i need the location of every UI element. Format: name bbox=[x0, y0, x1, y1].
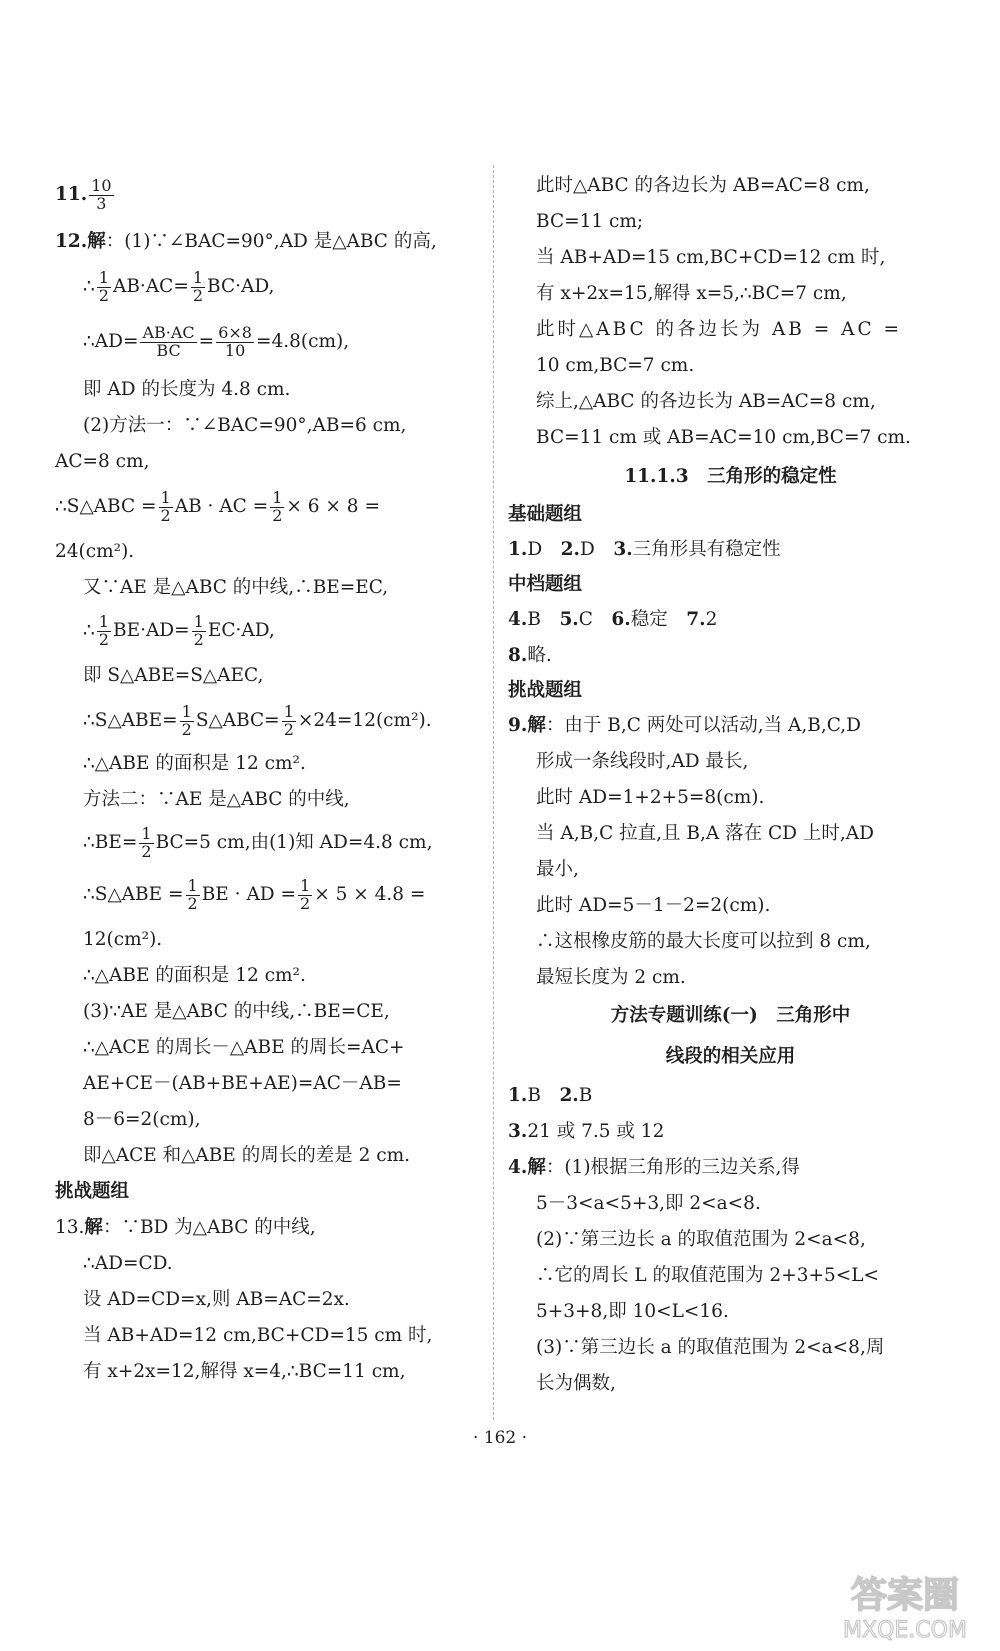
fraction-denominator: 2 bbox=[141, 841, 152, 861]
text-span: ∴S△ABC = bbox=[55, 495, 157, 517]
text-span: ：∵BD 为△ABC 的中线, bbox=[102, 1216, 316, 1238]
fraction-denominator: 2 bbox=[160, 505, 171, 525]
text-span: 最短长度为 2 cm. bbox=[536, 966, 686, 988]
bold-text: 解 bbox=[87, 230, 106, 252]
text-span: AB · AC = bbox=[174, 495, 269, 517]
text-line bbox=[508, 1222, 953, 1258]
text-line bbox=[55, 570, 485, 606]
fraction bbox=[180, 701, 194, 739]
text-line bbox=[508, 744, 953, 780]
bold-text: 挑战题组 bbox=[508, 679, 583, 701]
text-span: 当 AB+AD=15 cm,BC+CD=12 cm 时, bbox=[536, 246, 886, 268]
text-span: 21 或 7.5 或 12 bbox=[527, 1120, 665, 1142]
bold-text: 基础题组 bbox=[508, 503, 583, 525]
fraction-numerator: 10 bbox=[91, 175, 112, 195]
bold-text: 11. bbox=[55, 183, 88, 205]
bold-text: 解 bbox=[527, 714, 546, 736]
bold-text: 4. bbox=[508, 1156, 528, 1178]
text-line bbox=[508, 204, 953, 240]
fraction-denominator: 2 bbox=[193, 629, 204, 649]
text-span: S△ABC= bbox=[195, 709, 280, 731]
bold-text: 1. bbox=[508, 1084, 528, 1106]
text-span: AE+CE－(AB+BE+AE)=AC－AB= bbox=[83, 1072, 402, 1094]
bold-text: 线段的相关应用 bbox=[665, 1045, 796, 1067]
text-span: ∴S△ABE= bbox=[83, 709, 178, 731]
bold-text: 12. bbox=[55, 230, 88, 252]
text-span: 有 x+2x=15,解得 x=5,∴BC=7 cm, bbox=[536, 282, 847, 304]
text-line bbox=[508, 1186, 953, 1222]
text-span: C bbox=[578, 608, 612, 630]
fraction-denominator: 3 bbox=[96, 193, 107, 213]
text-line bbox=[55, 444, 485, 480]
text-line bbox=[55, 782, 485, 818]
fraction-numerator: 1 bbox=[98, 267, 109, 287]
text-line bbox=[508, 276, 953, 312]
text-span: BE·AD= bbox=[112, 619, 190, 641]
text-span: ：由于 B,C 两处可以活动,当 A,B,C,D bbox=[545, 714, 861, 736]
text-line bbox=[55, 534, 485, 570]
text-line bbox=[508, 168, 953, 204]
text-span: 此时△ABC 的各边长为 AB=AC=8 cm, bbox=[536, 174, 870, 196]
text-line bbox=[55, 1174, 485, 1210]
text-span: ∴它的周长 L 的取值范围为 2+3+5<L< bbox=[536, 1264, 880, 1286]
fraction-numerator: 1 bbox=[141, 823, 152, 843]
text-line bbox=[508, 568, 953, 602]
text-line bbox=[508, 1036, 953, 1078]
text-line bbox=[55, 372, 485, 408]
text-span: 当 A,B,C 拉直,且 B,A 落在 CD 上时,AD bbox=[536, 822, 874, 844]
watermark-logo bbox=[830, 1565, 980, 1645]
text-line bbox=[55, 312, 485, 372]
fraction-numerator: 1 bbox=[192, 267, 204, 287]
text-span: 又∵AE 是△ABC 的中线,∴BE=EC, bbox=[83, 576, 389, 598]
fraction bbox=[270, 487, 284, 525]
bold-text: 3. bbox=[613, 538, 633, 560]
text-line bbox=[55, 1210, 485, 1246]
fraction bbox=[191, 267, 205, 305]
text-span: 综上,△ABC 的各边长为 AB=AC=8 cm, bbox=[536, 390, 876, 412]
text-line bbox=[55, 480, 485, 534]
fraction-denominator: 2 bbox=[98, 629, 109, 649]
fraction-denominator: 2 bbox=[300, 893, 311, 913]
column-divider bbox=[493, 165, 494, 1420]
fraction-denominator: 2 bbox=[181, 719, 192, 739]
text-span: BC=5 cm,由(1)知 AD=4.8 cm, bbox=[155, 831, 433, 853]
fraction-numerator: 1 bbox=[181, 701, 192, 721]
text-span: ∴△ABE 的面积是 12 cm². bbox=[83, 752, 306, 774]
text-span: B bbox=[578, 1084, 593, 1106]
text-line bbox=[508, 1330, 953, 1366]
fraction bbox=[97, 611, 111, 649]
bold-text: 解 bbox=[84, 1216, 103, 1238]
fraction bbox=[186, 875, 200, 913]
text-line bbox=[508, 1258, 953, 1294]
text-line bbox=[508, 348, 953, 384]
text-span: (2)∵第三边长 a 的取值范围为 2<a<8, bbox=[536, 1228, 866, 1250]
text-line bbox=[55, 1318, 485, 1354]
text-span: BE · AD = bbox=[201, 883, 297, 905]
text-span: 长为偶数, bbox=[536, 1372, 616, 1394]
text-span: 形成一条线段时,AD 最长, bbox=[536, 750, 749, 772]
text-line bbox=[508, 960, 953, 996]
text-line bbox=[55, 922, 485, 958]
text-line bbox=[55, 1102, 485, 1138]
fraction bbox=[139, 823, 153, 861]
text-line bbox=[508, 532, 953, 568]
bold-text: 1. bbox=[508, 538, 528, 560]
bold-text: 挑战题组 bbox=[55, 1180, 130, 1202]
text-line bbox=[508, 674, 953, 708]
watermark-logo-text: 答案圈 bbox=[850, 1575, 960, 1616]
right-column bbox=[508, 168, 953, 1402]
text-span: 8－6=2(cm), bbox=[83, 1108, 201, 1130]
text-span: 稳定 bbox=[630, 608, 687, 630]
text-line bbox=[508, 1114, 953, 1150]
fraction-numerator: 1 bbox=[98, 611, 109, 631]
fraction bbox=[97, 267, 111, 305]
text-line bbox=[508, 708, 953, 744]
text-span: 方法二：∵AE 是△ABC 的中线, bbox=[83, 788, 350, 810]
text-line bbox=[508, 420, 953, 456]
fraction-denominator: 2 bbox=[98, 285, 109, 305]
text-line bbox=[55, 168, 485, 222]
text-span: × 5 × 4.8 = bbox=[314, 883, 426, 905]
fraction-denominator: 2 bbox=[192, 285, 204, 305]
text-span: BC=11 cm 或 AB=AC=10 cm,BC=7 cm. bbox=[536, 426, 911, 448]
text-span: 即△ACE 和△ABE 的周长的差是 2 cm. bbox=[83, 1144, 411, 1166]
bold-text: 中档题组 bbox=[508, 573, 583, 595]
text-span: (3)∵AE 是△ABC 的中线,∴BE=CE, bbox=[83, 1000, 390, 1022]
bold-text: 5. bbox=[559, 608, 579, 630]
fraction-numerator: 1 bbox=[272, 487, 283, 507]
text-span: B bbox=[527, 1084, 560, 1106]
text-span: ∴这根橡皮筋的最大长度可以拉到 8 cm, bbox=[536, 930, 871, 952]
fraction bbox=[282, 701, 296, 739]
fraction-denominator: 10 bbox=[224, 340, 246, 360]
bold-text: 7. bbox=[686, 608, 706, 630]
text-span: 24(cm²). bbox=[55, 540, 135, 562]
text-line bbox=[55, 656, 485, 696]
text-span: (3)∵第三边长 a 的取值范围为 2<a<8,周 bbox=[536, 1336, 885, 1358]
text-span: ：(1)∵∠BAC=90°,AD 是△ABC 的高, bbox=[105, 230, 437, 252]
text-line bbox=[508, 924, 953, 960]
text-span: 5－3<a<5+3,即 2<a<8. bbox=[536, 1192, 761, 1214]
text-span: 有 x+2x=12,解得 x=4,∴BC=11 cm, bbox=[83, 1360, 406, 1382]
text-span: BC·AD, bbox=[207, 275, 275, 297]
text-line bbox=[508, 996, 953, 1036]
text-line bbox=[55, 868, 485, 922]
text-span: 10 cm,BC=7 cm. bbox=[536, 354, 695, 376]
fraction-denominator: 2 bbox=[187, 893, 198, 913]
fraction bbox=[298, 875, 312, 913]
text-span: ∴BE= bbox=[83, 831, 138, 853]
text-span: AC=8 cm, bbox=[55, 450, 150, 472]
bold-text: 4. bbox=[508, 608, 528, 630]
text-line bbox=[55, 818, 485, 868]
text-span: × 6 × 8 = bbox=[286, 495, 380, 517]
fraction-denominator: 2 bbox=[283, 719, 294, 739]
text-line bbox=[508, 1294, 953, 1330]
text-line bbox=[508, 498, 953, 532]
text-span: 即 S△ABE=S△AEC, bbox=[83, 664, 264, 686]
fraction-numerator: 1 bbox=[187, 875, 198, 895]
text-span: 13. bbox=[55, 1216, 85, 1238]
text-line bbox=[508, 888, 953, 924]
text-line bbox=[55, 1138, 485, 1174]
text-line bbox=[55, 958, 485, 994]
text-span: B bbox=[527, 608, 560, 630]
text-line bbox=[508, 1366, 953, 1402]
text-span: 当 AB+AD=12 cm,BC+CD=15 cm 时, bbox=[83, 1324, 433, 1346]
text-line bbox=[508, 312, 953, 348]
text-span: =4.8(cm), bbox=[255, 330, 350, 352]
text-span: AB·AC= bbox=[112, 275, 189, 297]
text-span: 设 AD=CD=x,则 AB=AC=2x. bbox=[83, 1288, 350, 1310]
text-span: 5+3+8,即 10<L<16. bbox=[536, 1300, 729, 1322]
left-column bbox=[55, 168, 485, 1390]
text-line bbox=[508, 456, 953, 498]
text-line bbox=[55, 606, 485, 656]
fraction-numerator: 1 bbox=[160, 487, 171, 507]
text-span: BC=11 cm; bbox=[536, 210, 644, 232]
text-span: 2 bbox=[705, 608, 718, 630]
page-number: · 162 · bbox=[472, 1428, 528, 1448]
text-line bbox=[55, 1354, 485, 1390]
text-span: D bbox=[527, 538, 561, 560]
fraction-numerator: 6×8 bbox=[218, 322, 252, 342]
bold-text: 6. bbox=[611, 608, 631, 630]
text-line bbox=[508, 638, 953, 674]
fraction bbox=[216, 322, 254, 360]
text-line bbox=[55, 408, 485, 444]
text-span: ∴△ABE 的面积是 12 cm². bbox=[83, 964, 306, 986]
text-line bbox=[55, 222, 485, 262]
text-line bbox=[508, 1078, 953, 1114]
fraction-numerator: AB·AC bbox=[142, 322, 195, 342]
bold-text: 方法专题训练(一) 三角形中 bbox=[610, 1004, 851, 1026]
bold-text: 9. bbox=[508, 714, 528, 736]
text-line bbox=[55, 746, 485, 782]
fraction-numerator: 1 bbox=[283, 701, 294, 721]
fraction bbox=[89, 175, 113, 213]
text-span: ∴S△ABE = bbox=[83, 883, 184, 905]
text-span: EC·AD, bbox=[207, 619, 275, 641]
text-span: ×24=12(cm²). bbox=[297, 709, 432, 731]
text-line bbox=[55, 696, 485, 746]
bold-text: 2. bbox=[559, 1084, 579, 1106]
fraction bbox=[159, 487, 173, 525]
fraction bbox=[192, 611, 206, 649]
text-line bbox=[55, 1246, 485, 1282]
text-line bbox=[55, 1282, 485, 1318]
text-span: ∴ bbox=[83, 619, 95, 641]
text-span: = bbox=[198, 330, 215, 352]
fraction-denominator: BC bbox=[156, 340, 181, 360]
text-span: 12(cm²). bbox=[83, 928, 163, 950]
fraction-numerator: 1 bbox=[300, 875, 311, 895]
text-line bbox=[55, 262, 485, 312]
text-span: ：(1)根据三角形的三边关系,得 bbox=[545, 1156, 800, 1178]
bold-text: 2. bbox=[560, 538, 580, 560]
text-line bbox=[55, 994, 485, 1030]
bold-text: 3. bbox=[508, 1120, 528, 1142]
text-span: 此时 AD=5－1－2=2(cm). bbox=[536, 894, 771, 916]
text-line bbox=[55, 1030, 485, 1066]
text-span: 此时 AD=1+2+5=8(cm). bbox=[536, 786, 765, 808]
watermark-site-text: MXQE.COM bbox=[843, 1618, 967, 1643]
bold-text: 11.1.3 三角形的稳定性 bbox=[624, 465, 837, 487]
text-span: D bbox=[580, 538, 614, 560]
text-span: 此时△ABC 的各边长为 AB = AC = bbox=[536, 318, 903, 340]
bold-text: 解 bbox=[527, 1156, 546, 1178]
text-line bbox=[55, 1066, 485, 1102]
text-span: 最小, bbox=[536, 858, 579, 880]
text-line bbox=[508, 602, 953, 638]
text-span: ∴AD=CD. bbox=[83, 1252, 173, 1274]
text-span: 即 AD 的长度为 4.8 cm. bbox=[83, 378, 291, 400]
text-line bbox=[508, 240, 953, 276]
text-line bbox=[508, 1150, 953, 1186]
bold-text: 8. bbox=[508, 644, 528, 666]
fraction-denominator: 2 bbox=[272, 505, 283, 525]
text-line bbox=[508, 852, 953, 888]
text-line bbox=[508, 780, 953, 816]
text-span: ∴AD= bbox=[83, 330, 139, 352]
text-span: ∴ bbox=[83, 275, 95, 297]
text-span: 三角形具有稳定性 bbox=[632, 538, 781, 560]
fraction-numerator: 1 bbox=[193, 611, 204, 631]
text-line bbox=[508, 384, 953, 420]
text-span: (2)方法一：∵∠BAC=90°,AB=6 cm, bbox=[83, 414, 407, 436]
text-line bbox=[508, 816, 953, 852]
fraction bbox=[140, 322, 196, 360]
text-span: 略. bbox=[527, 644, 552, 666]
text-span: ∴△ACE 的周长－△ABE 的周长=AC+ bbox=[83, 1036, 405, 1058]
